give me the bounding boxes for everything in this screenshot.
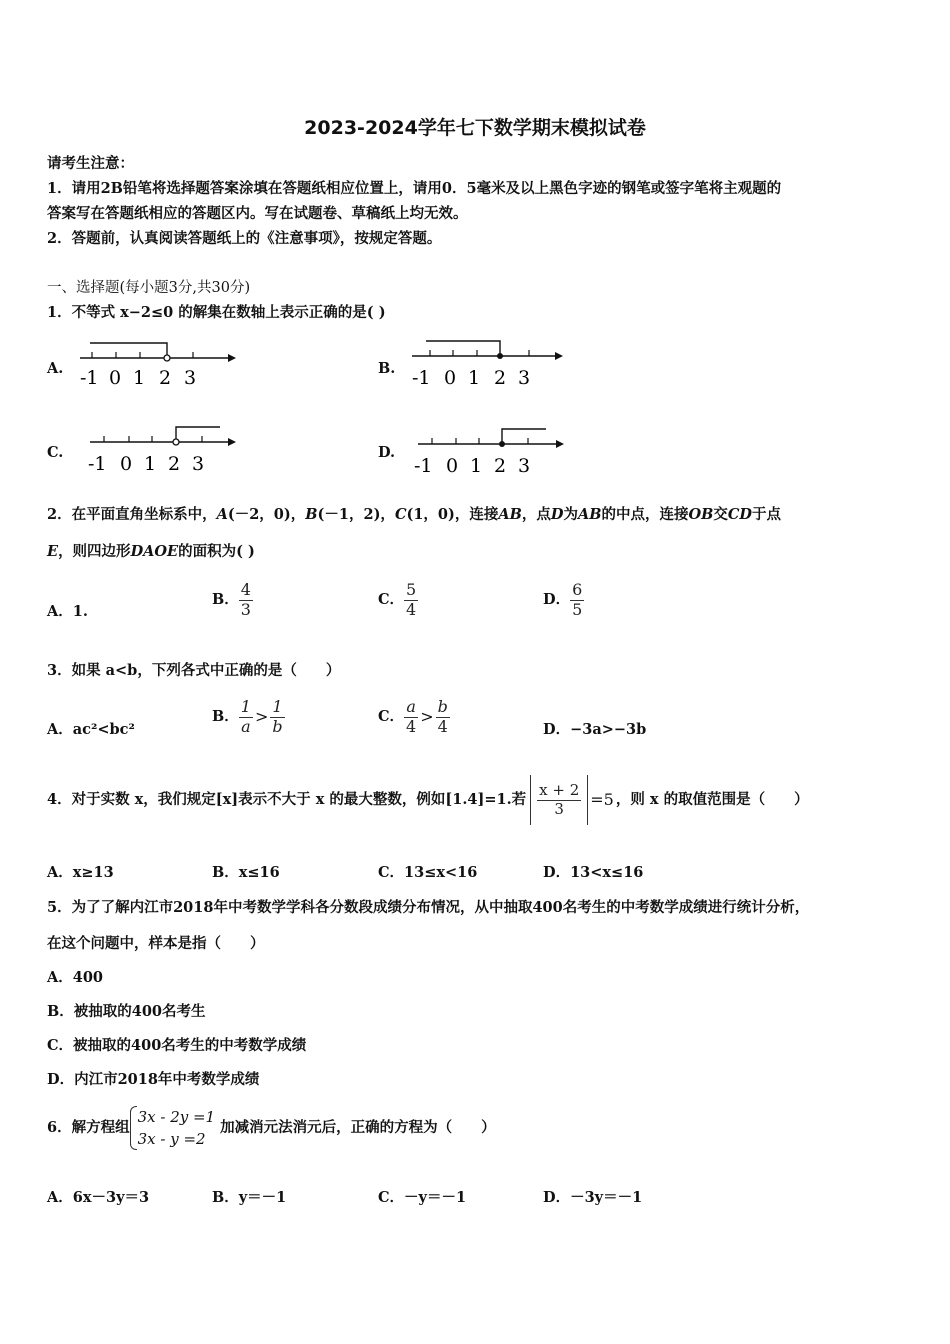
q5-option-b: B．被抽取的400名考生	[47, 1003, 206, 1020]
q1-option-a-label: A.	[47, 360, 64, 377]
q2-option-c: C． $\frac{5}{4}$	[378, 580, 417, 619]
equation-system: 3x - 2y =1 3x - y =2	[130, 1106, 216, 1150]
axis-label: 2	[494, 367, 507, 389]
q1-numberline-b	[408, 336, 573, 392]
axis-label: 1	[468, 367, 481, 389]
q6-option-b: B．y＝－1	[212, 1189, 287, 1206]
q6-stem: 6．解方程组 3x - 2y =1 3x - y =2 加减消元法消元后，正确的方程为（ ）	[47, 1108, 496, 1148]
q1-numberline-d	[408, 420, 573, 476]
q5-stem-line-2: 在这个问题中，样本是指（ ）	[47, 935, 265, 952]
q2-stem-line-2: E，则四边形DAOE的面积为( )	[47, 543, 255, 560]
notice-heading: 请考生注意：	[47, 155, 134, 172]
q3-option-a: A．ac²<bc²	[47, 721, 135, 738]
fraction: $\frac{6}{5}$	[572, 580, 583, 619]
section-heading: 一、选择题(每小题3分,共30分)	[47, 280, 251, 296]
notice-line-2: 2．答题前，认真阅读答题纸上的《注意事项》，按规定答题。	[47, 230, 442, 247]
axis-label: 2	[159, 367, 172, 389]
q1-option-d-label: D.	[378, 444, 396, 461]
axis-label: -1	[412, 367, 431, 389]
q5-option-d: D．内江市2018年中考数学成绩	[47, 1071, 260, 1088]
q4-option-b: B．x≤16	[212, 864, 280, 881]
fraction: $\frac{5}{4}$	[406, 580, 417, 619]
axis-label: 3	[192, 453, 205, 475]
axis-label: 0	[444, 367, 457, 389]
axis-label: 3	[518, 455, 531, 476]
q4-option-d: D．13<x≤16	[543, 864, 644, 881]
axis-label: 2	[494, 455, 507, 476]
q1-option-c-label: C.	[47, 444, 64, 461]
fraction: $\frac{a}{4}$	[406, 697, 417, 736]
fraction: $\frac{4}{3}$	[240, 580, 251, 619]
notice-line-1b: 答案写在答题纸相应的答题区内。写在试题卷、草稿纸上均无效。	[47, 205, 468, 222]
axis-label: 2	[168, 453, 181, 475]
axis-label: -1	[80, 367, 99, 389]
q1-numberline-a	[76, 336, 241, 392]
axis-label: -1	[88, 453, 107, 475]
axis-label: 1	[144, 453, 157, 475]
q4-option-a: A．x≥13	[47, 864, 114, 881]
q3-option-b: B． $\frac{1}{a}$ > $\frac{1}{b}$	[212, 697, 283, 736]
q5-stem-line-1: 5．为了了解内江市2018年中考数学学科各分数段成绩分布情况，从中抽取400名考生的中考数学成绩进行统计分析，	[47, 899, 810, 916]
q4-stem: 4．对于实数 x，我们规定[x]表示不大于 x 的最大整数，例如[1.4]=1.若 $\frac{x + 2}{3}$ =5 ，则 x 的取值范围是（ ）	[47, 775, 809, 825]
q3-option-c: C． $\frac{a}{4}$ > $\frac{b}{4}$	[378, 697, 448, 736]
axis-label: 0	[446, 455, 459, 476]
fraction: $\frac{1}{a}$	[240, 697, 251, 736]
axis-label: 1	[470, 455, 483, 476]
q6-option-c: C．－y＝－1	[378, 1189, 467, 1206]
axis-label: 0	[109, 367, 122, 389]
axis-label: 0	[120, 453, 133, 475]
q6-option-d: D．－3y＝－1	[543, 1189, 643, 1206]
q1-stem: 1．不等式 x−2≤0 的解集在数轴上表示正确的是( )	[47, 304, 386, 321]
q1-numberline-c	[80, 420, 245, 476]
q5-option-c: C．被抽取的400名考生的中考数学成绩	[47, 1037, 307, 1054]
axis-label: 3	[184, 367, 197, 389]
q3-stem: 3．如果 a<b，下列各式中正确的是（ ）	[47, 662, 341, 679]
q5-option-a: A．400	[47, 969, 104, 986]
fraction: $\frac{b}{4}$	[437, 697, 448, 736]
floor-bracket: $\frac{x + 2}{3}$	[530, 775, 588, 825]
q2-stem-line-1: 2．在平面直角坐标系中，A(－2，0)，B(－1，2)，C(1，0)，连接AB，点D为AB的中点，连接OB交CD于点	[47, 506, 782, 523]
q3-option-d: D．−3a>−3b	[543, 721, 647, 738]
q4-option-c: C．13≤x<16	[378, 864, 478, 881]
notice-line-1: 1．请用2B铅笔将选择题答案涂填在答题纸相应位置上，请用0．5毫米及以上黑色字迹的钢笔或签字笔将主观题的	[47, 180, 782, 197]
q2-option-b: B． $\frac{4}{3}$	[212, 580, 251, 619]
q1-option-b-label: B.	[378, 360, 396, 377]
q6-option-a: A．6x－3y＝3	[47, 1189, 150, 1206]
axis-label: -1	[414, 455, 433, 476]
q2-option-a: A．1.	[47, 603, 88, 620]
q2-option-d: D． $\frac{6}{5}$	[543, 580, 583, 619]
axis-label: 3	[518, 367, 531, 389]
axis-label: 1	[133, 367, 146, 389]
page-title: 2023-2024学年七下数学期末模拟试卷	[304, 117, 646, 139]
fraction: $\frac{1}{b}$	[272, 697, 283, 736]
